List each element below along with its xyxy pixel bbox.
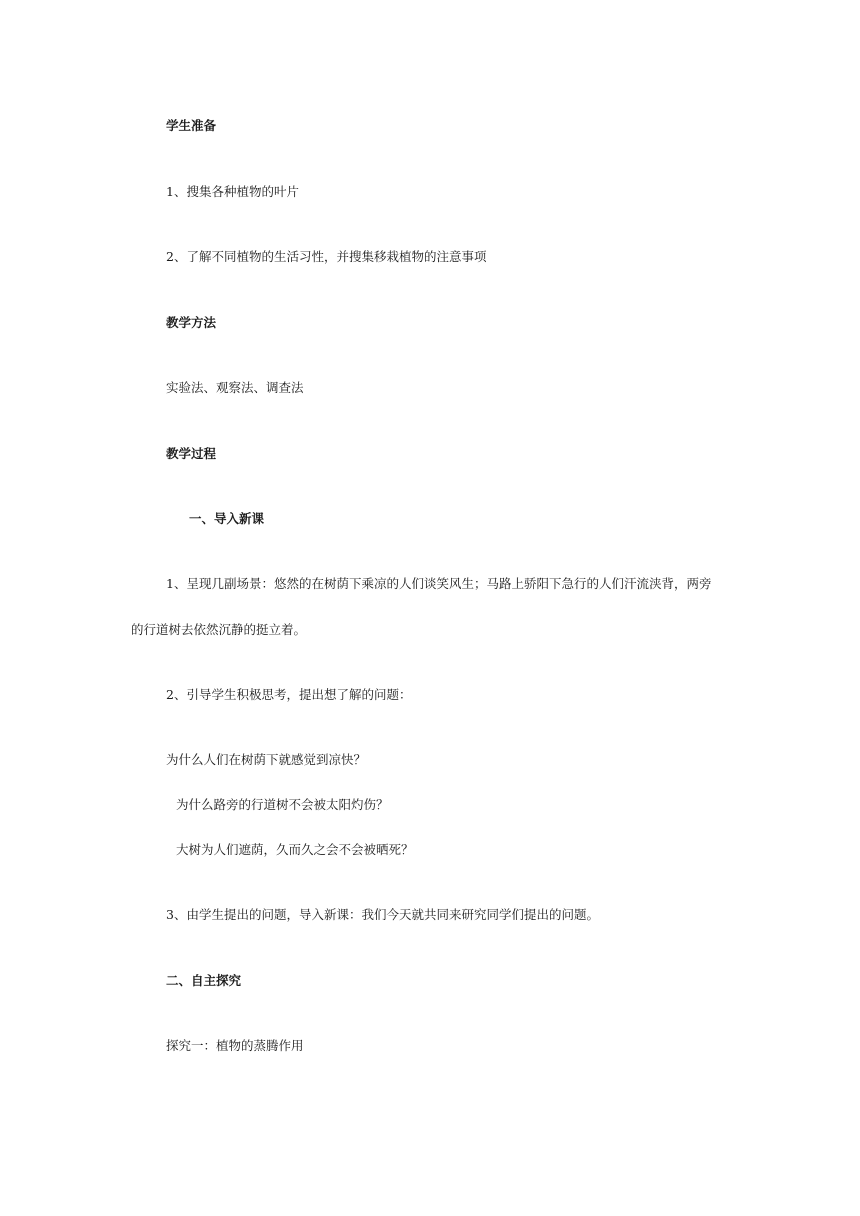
intro-item-3: 3、由学生提出的问题，导入新课：我们今天就共同来研究同学们提出的问题。 xyxy=(166,907,599,922)
question-3: 大树为人们遮荫，久而久之会不会被晒死？ xyxy=(176,842,414,857)
section-2-heading: 二、自主探究 xyxy=(166,973,242,988)
method-text: 实验法、观察法、调查法 xyxy=(166,380,304,395)
method-heading: 教学方法 xyxy=(166,315,217,330)
process-heading: 教学过程 xyxy=(166,446,217,461)
student-prep-item-2: 2、了解不同植物的生活习性，并搜集移栽植物的注意事项 xyxy=(166,249,487,264)
student-prep-heading: 学生准备 xyxy=(166,118,217,133)
section-1-heading: 一、导入新课 xyxy=(189,511,265,526)
student-prep-item-1: 1、搜集各种植物的叶片 xyxy=(166,184,299,199)
intro-item-1-line-1: 1、呈现几副场景：悠然的在树荫下乘凉的人们谈笑风生；马路上骄阳下急行的人们汗流浃背，两旁 xyxy=(166,576,712,591)
intro-item-1-line-2: 的行道树去依然沉静的挺立着。 xyxy=(131,622,307,637)
explore-1: 探究一：植物的蒸腾作用 xyxy=(166,1038,304,1053)
question-2: 为什么路旁的行道树不会被太阳灼伤？ xyxy=(176,797,389,812)
intro-item-2: 2、引导学生积极思考，提出想了解的问题： xyxy=(166,687,412,702)
question-1: 为什么人们在树荫下就感觉到凉快？ xyxy=(166,752,367,767)
